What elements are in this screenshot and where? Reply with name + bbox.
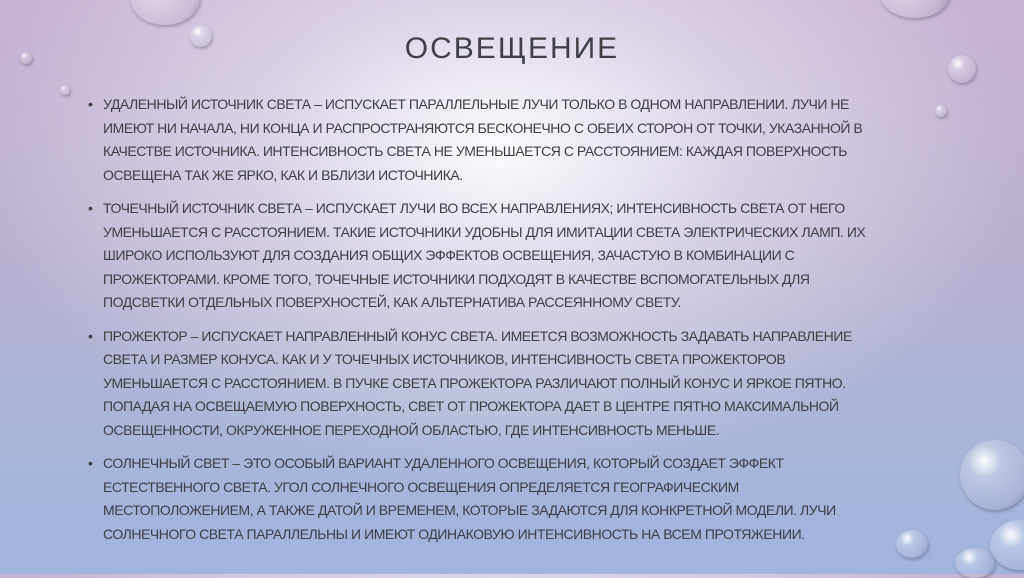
bullet-text: УДАЛЕННЫЙ ИСТОЧНИК СВЕТА – ИСПУСКАЕТ ПАРАЛЛЕЛЬНЫЕ ЛУЧИ ТОЛЬКО В ОДНОМ НАПРАВЛЕНИИ. ЛУЧИ НЕ ИМЕЮТ НИ НАЧАЛА, НИ КОНЦА И РАСПРОСТРАНЯЮТСЯ БЕСКОНЕЧНО С ОБЕИХ СТОРОН ОТ ТОЧКИ, УКАЗАННОЙ В КАЧЕСТВЕ ИСТОЧНИКА. ИНТЕНСИВНОСТЬ СВЕТА НЕ УМЕНЬШАЕТСЯ С РАССТОЯНИЕМ: КАЖДАЯ ПОВЕРХНОСТЬ ОСВЕЩЕНА ТАК ЖЕ ЯРКО, КАК И ВБЛИЗИ ИСТОЧНИКА. — [103, 96, 863, 183]
water-drop-decoration — [896, 530, 928, 558]
bullet-list — [88, 93, 878, 556]
water-drop-decoration — [935, 105, 947, 117]
water-drop-decoration — [130, 0, 200, 25]
bullet-icon: • — [88, 327, 93, 344]
bullet-text: ТОЧЕЧНЫЙ ИСТОЧНИК СВЕТА – ИСПУСКАЕТ ЛУЧИ ВО ВСЕХ НАПРАВЛЕНИЯХ; ИНТЕНСИВНОСТЬ СВЕТА ОТ НЕГО УМЕНЬШАЕТСЯ С РАССТОЯНИЕМ. ТАКИЕ ИСТОЧНИКИ УДОБНЫ ДЛЯ ИМИТАЦИИ СВЕТА ЭЛЕКТРИЧЕСКИХ ЛАМП. ИХ ШИРОКО ИСПОЛЬЗУЮТ ДЛЯ СОЗДАНИЯ ОБЩИХ ЭФФЕКТОВ ОСВЕЩЕНИЯ, ЗАЧАСТУЮ В КОМБИНАЦИИ С ПРОЖЕКТОРАМИ. КРОМЕ ТОГО, ТОЧЕЧНЫЕ ИСТОЧНИКИ ПОДХОДЯТ В КАЧЕСТВЕ ВСПОМОГАТЕЛЬНЫХ ДЛЯ ПОДСВЕТКИ ОТДЕЛЬНЫХ ПОВЕРХНОСТЕЙ, КАК АЛЬТЕРНАТИВА РАССЕЯННОМУ СВЕТУ. — [103, 200, 866, 310]
water-drop-decoration — [960, 440, 1024, 510]
bullet-text: ПРОЖЕКТОР – ИСПУСКАЕТ НАПРАВЛЕННЫЙ КОНУС СВЕТА. ИМЕЕТСЯ ВОЗМОЖНОСТЬ ЗАДАВАТЬ НАПРАВЛЕНИЕ СВЕТА И РАЗМЕР КОНУСА. КАК И У ТОЧЕЧНЫХ ИСТОЧНИКОВ, ИНТЕНСИВНОСТЬ СВЕТА ПРОЖЕКТОРОВ УМЕНЬШАЕТСЯ С РАССТОЯНИЕМ. В ПУЧКЕ СВЕТА ПРОЖЕКТОРА РАЗЛИЧАЮТ ПОЛНЫЙ КОНУС И ЯРКОЕ ПЯТНО. ПОПАДАЯ НА ОСВЕЩАЕМУЮ ПОВЕРХНОСТЬ, СВЕТ ОТ ПРОЖЕКТОРА ДАЕТ В ЦЕНТРЕ ПЯТНО МАКСИМАЛЬНОЙ ОСВЕЩЕННОСТИ, ОКРУЖЕННОЕ ПЕРЕХОДНОЙ ОБЛАСТЬЮ, ГДЕ ИНТЕНСИВНОСТЬ МЕНЬШЕ. — [103, 327, 852, 438]
bullet-item-spotlight — [88, 325, 878, 443]
bullet-text: СОЛНЕЧНЫЙ СВЕТ – ЭТО ОСОБЫЙ ВАРИАНТ УДАЛЕННОГО ОСВЕЩЕНИЯ, КОТОРЫЙ СОЗДАЕТ ЭФФЕКТ ЕСТЕСТВЕННОГО СВЕТА. УГОЛ СОЛНЕЧНОГО ОСВЕЩЕНИЯ ОПРЕДЕЛЯЕТСЯ ГЕОГРАФИЧЕСКИМ МЕСТОПОЛОЖЕНИЕМ, А ТАКЖЕ ДАТОЙ И ВРЕМЕНЕМ, КОТОРЫЕ ЗАДАЮТСЯ ДЛЯ КОНКРЕТНОЙ МОДЕЛИ. ЛУЧИ СОЛНЕЧНОГО СВЕТА ПАРАЛЛЕЛЬНЫ И ИМЕЮТ ОДИНАКОВУЮ ИНТЕНСИВНОСТЬ НА ВСЕМ ПРОТЯЖЕНИИ. — [103, 455, 836, 542]
bullet-item-point-light — [88, 197, 878, 315]
bullet-icon: • — [88, 200, 93, 216]
bullet-icon: • — [88, 455, 93, 471]
water-drop-decoration — [60, 85, 70, 95]
slide-title: ОСВЕЩЕНИЕ — [404, 32, 620, 65]
bullet-icon: • — [88, 96, 93, 112]
water-drop-decoration — [880, 0, 950, 18]
water-drop-decoration — [990, 520, 1024, 570]
bullet-item-sunlight — [88, 452, 878, 546]
bullet-item-distant-light — [88, 93, 878, 187]
